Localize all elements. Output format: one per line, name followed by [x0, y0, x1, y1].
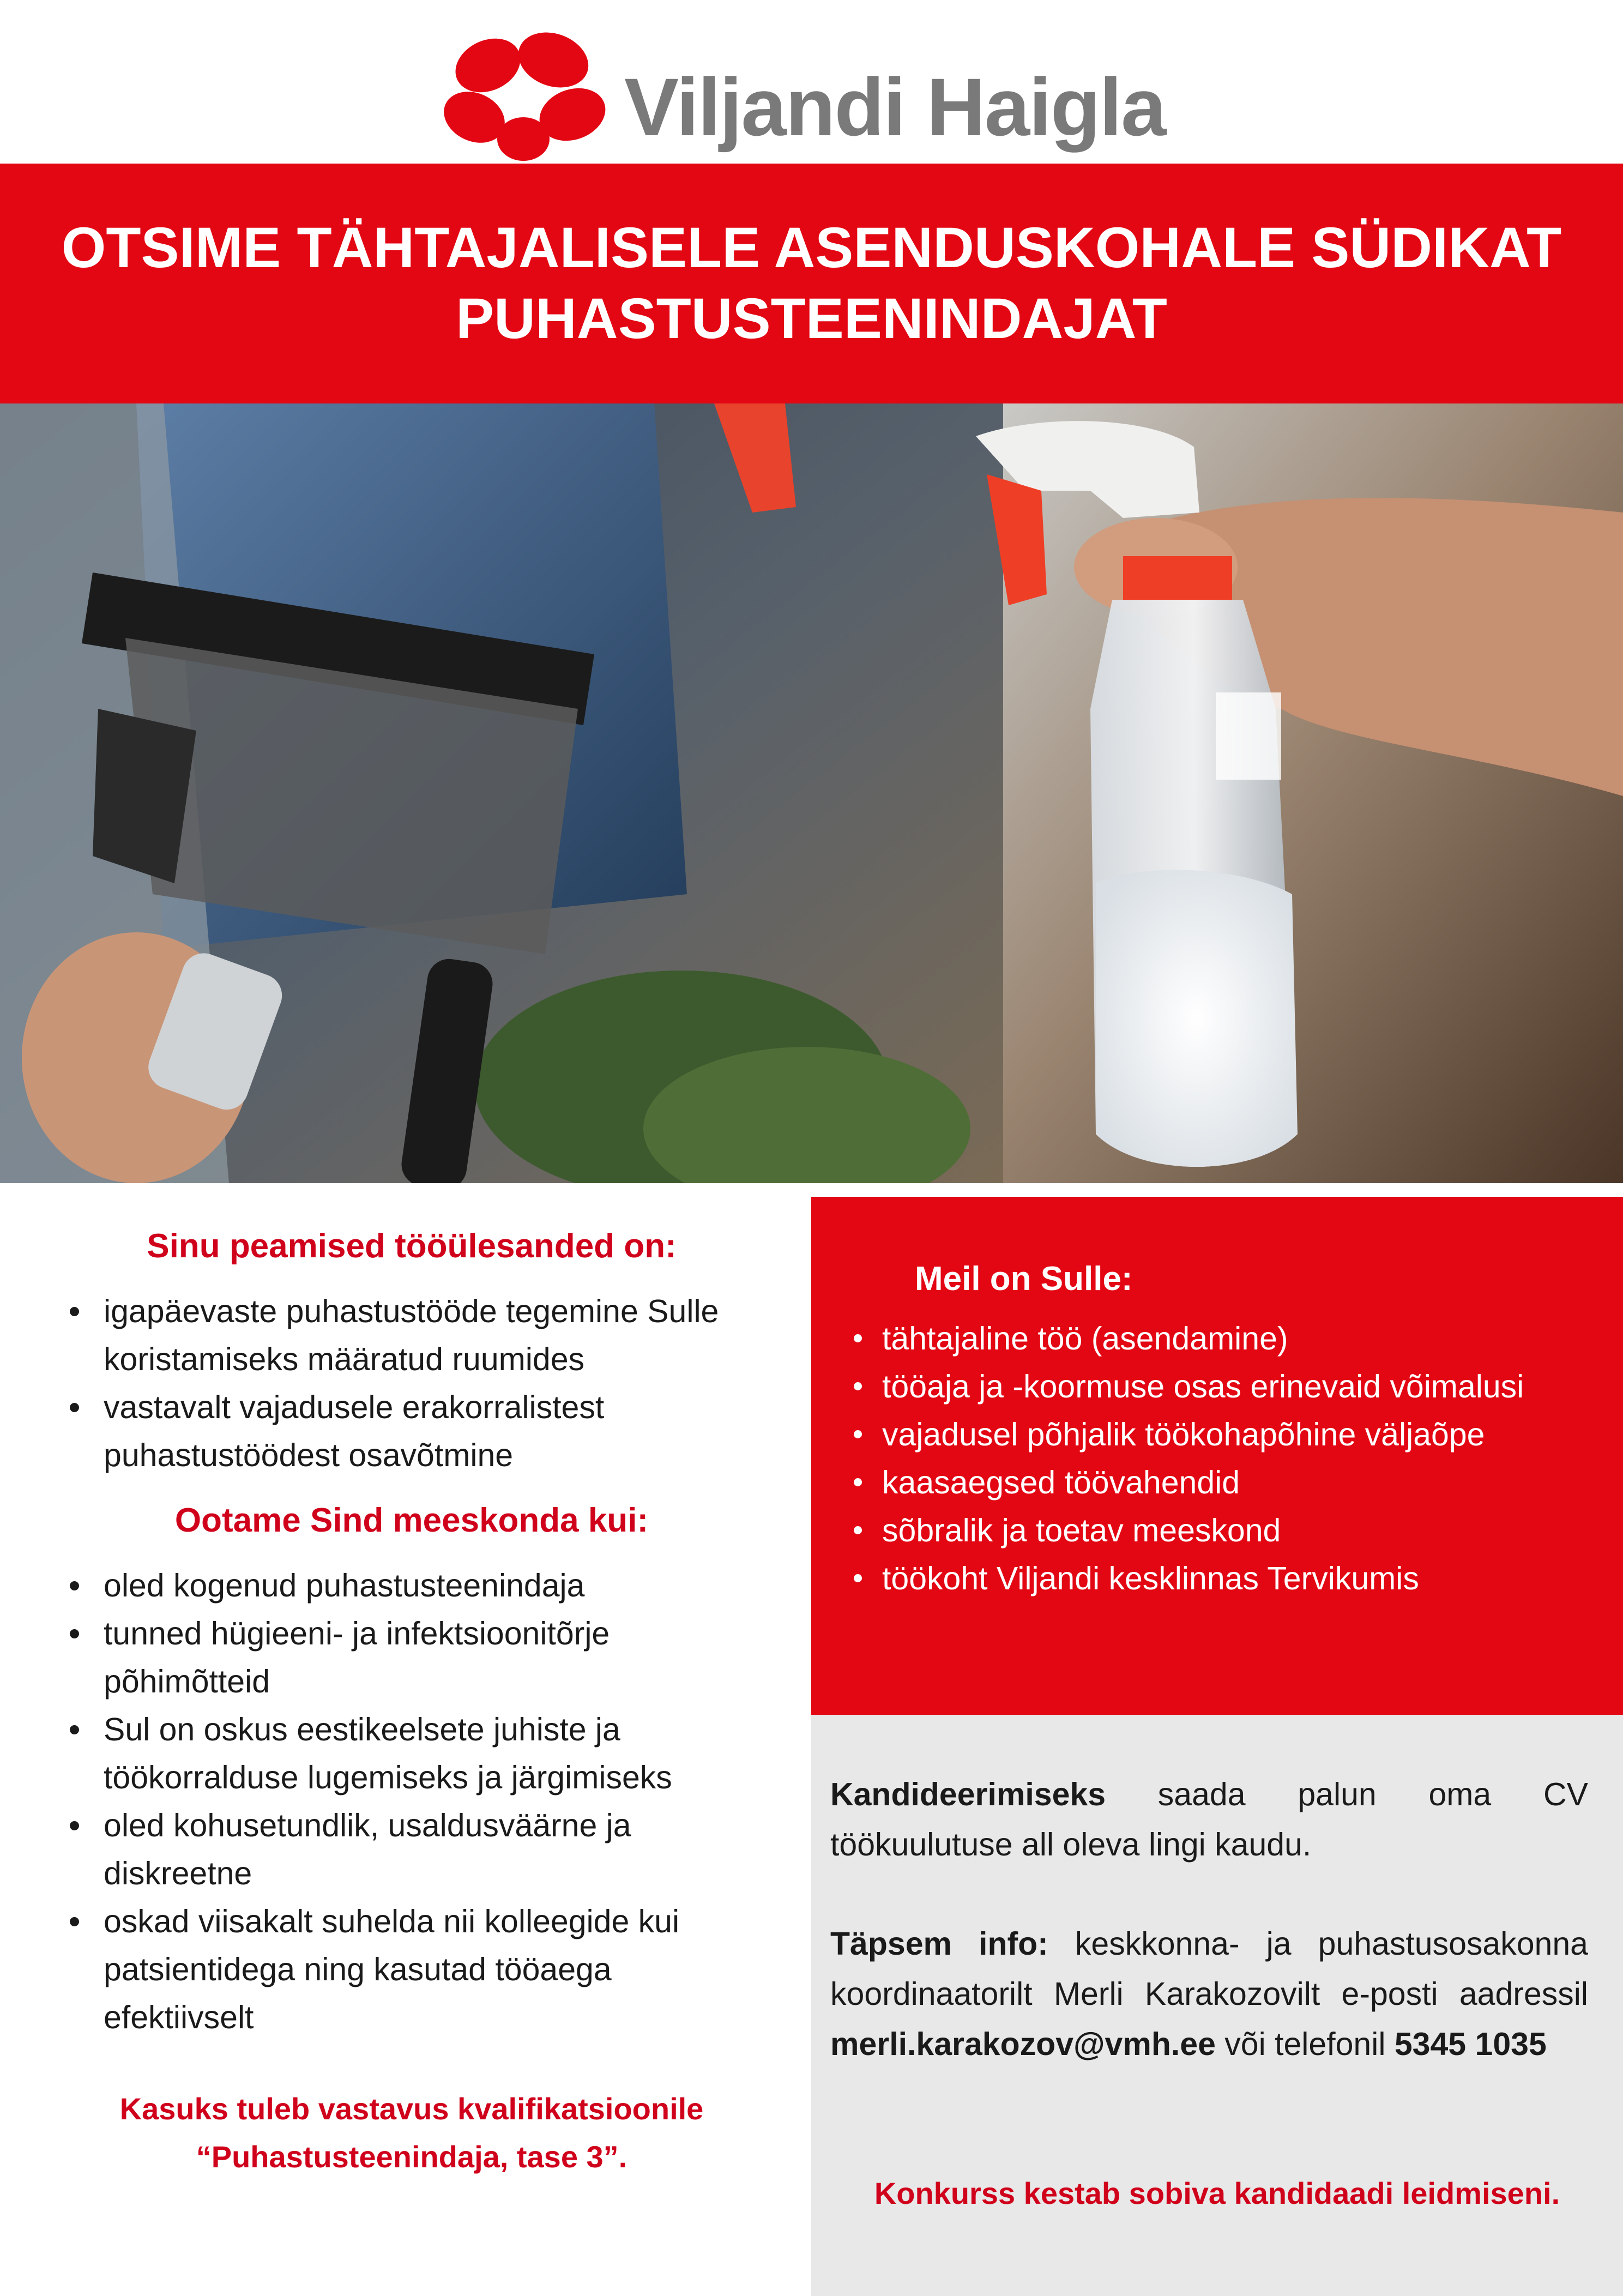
- left-column: [60, 1227, 763, 2181]
- info-label: Täpsem info:: [830, 1926, 1048, 1962]
- advantage-line-2: “Puhastusteenindaja, tase 3”.: [196, 2140, 628, 2174]
- info-text-1: keskkonna- ja puhastusosakonna koordinaatorilt Merli Karakozovilt e-posti aadressil: [830, 1926, 1588, 2012]
- offer-list: [811, 1315, 1623, 1602]
- list-item: tähtajaline töö (asendamine): [849, 1315, 1623, 1363]
- advantage-line-1: Kasuks tuleb vastavus kvalifikatsioonile: [119, 2092, 704, 2126]
- header-banner: [0, 164, 1623, 403]
- flower-logo-icon: [436, 27, 616, 164]
- closing-note: Konkurss kestab sobiva kandidaadi leidmiseni.: [874, 2176, 1560, 2210]
- list-item: vastavalt vajadusele erakorralistest puhastustöödest osavõtmine: [60, 1383, 763, 1479]
- list-item: sõbralik ja toetav meeskond: [849, 1506, 1623, 1554]
- list-item: kaasaegsed töövahendid: [849, 1459, 1623, 1506]
- advantage-note: [60, 2085, 763, 2181]
- list-item: oled kogenud puhastusteenindaja: [60, 1562, 763, 1610]
- list-item: töökoht Viljandi kesklinnas Tervikumis: [849, 1554, 1623, 1602]
- info-text-2: või telefonil: [1215, 2026, 1395, 2062]
- email-address[interactable]: merli.karakozov@vmh.ee: [830, 2026, 1216, 2062]
- list-item: vajadusel põhjalik töökohapõhine väljaõpe: [849, 1411, 1623, 1459]
- list-item: Sul on oskus eestikeelsete juhiste ja töökorralduse lugemiseks ja järgimiseks: [60, 1706, 763, 1801]
- headline-line-2: PUHASTUSTEENINDAJAT: [456, 287, 1167, 351]
- info-paragraph: [830, 1919, 1588, 2069]
- requirements-list: [60, 1562, 763, 2041]
- duties-list: [60, 1287, 763, 1479]
- logo-text: Viljandi Haigla: [624, 61, 1166, 153]
- requirements-title: Ootame Sind meeskonda kui:: [174, 1502, 649, 1539]
- apply-text: saada palun oma CV töökuulutuse all oleva lingi kaudu.: [830, 1776, 1588, 1863]
- apply-paragraph: [830, 1769, 1588, 1870]
- offer-title: Meil on Sulle:: [915, 1260, 1133, 1298]
- list-item: tunned hügieeni- ja infektsioonitõrje põhimõtteid: [60, 1610, 763, 1706]
- list-item: tööaja ja -koormuse osas erinevaid võimalusi: [849, 1363, 1623, 1411]
- offer-box: [811, 1197, 1623, 1715]
- logo: [436, 27, 1166, 164]
- headline-line-1: OTSIME TÄHTAJALISELE ASENDUSKOHALE SÜDIKAT: [61, 216, 1562, 280]
- phone-number[interactable]: 5345 1035: [1394, 2026, 1547, 2062]
- list-item: igapäevaste puhastustööde tegemine Sulle koristamiseks määratud ruumides: [60, 1287, 763, 1383]
- apply-label: Kandideerimiseks: [830, 1776, 1106, 1812]
- list-item: oled kohusetundlik, usaldusväärne ja diskreetne: [60, 1801, 763, 1897]
- duties-title: Sinu peamised tööülesanded on:: [147, 1227, 677, 1265]
- list-item: oskad viisakalt suhelda nii kolleegide kui patsientidega ning kasutad tööaega efektiivselt: [60, 1897, 763, 2041]
- cleaning-photo: [0, 403, 1623, 1183]
- contact-box: [811, 1715, 1623, 2296]
